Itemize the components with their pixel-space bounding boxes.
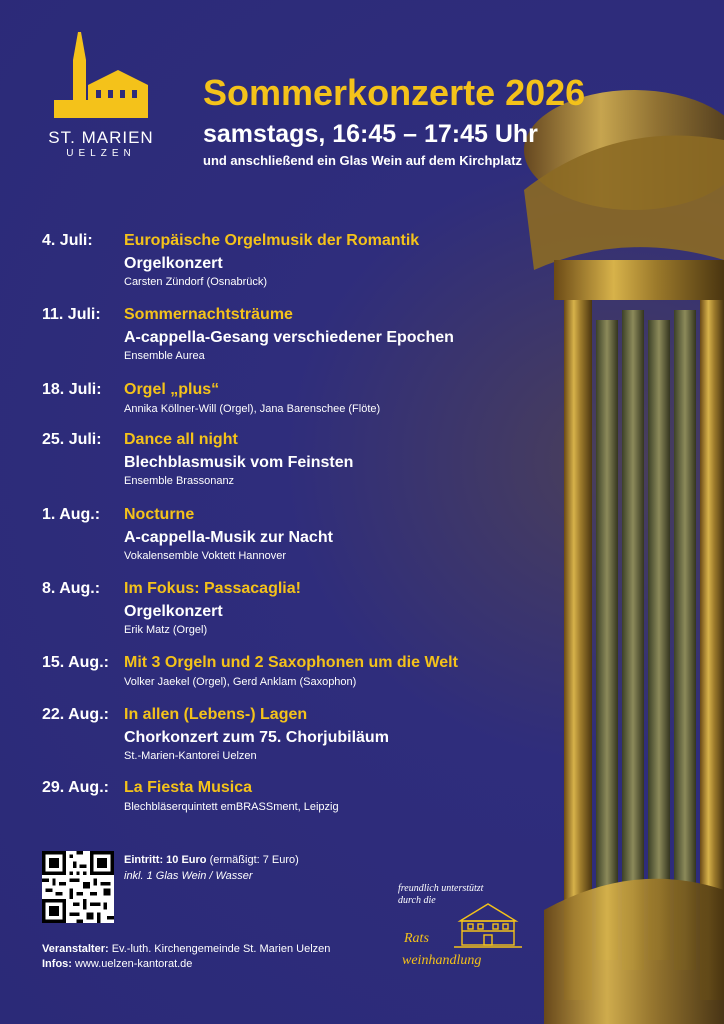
event-title: Sommernachtsträume: [124, 306, 293, 323]
event-date: 11. Juli:: [42, 306, 101, 323]
event-date: 22. Aug.:: [42, 706, 109, 723]
qr-code: [42, 851, 114, 923]
event-subtitle: Orgelkonzert: [124, 603, 223, 620]
page-title: Sommerkonzerte 2026: [203, 72, 586, 113]
event-performers: Vokalensemble Voktett Hannover: [124, 550, 287, 562]
event-subtitle: Orgelkonzert: [124, 255, 223, 272]
wine-note: und anschließend ein Glas Wein auf dem Kirchplatz: [203, 153, 523, 168]
event-performers: Volker Jaekel (Orgel), Gerd Anklam (Saxophon): [124, 676, 357, 688]
st-marien-logo: [38, 30, 164, 160]
event-title: Dance all night: [124, 431, 238, 448]
footer-info: [42, 942, 330, 972]
organizer-label: Veranstalter:: [42, 943, 109, 955]
sponsor-logo-line-2: weinhandlung: [402, 953, 482, 968]
logo-city: UELZEN: [66, 148, 136, 159]
event-performers: Ensemble Brassonanz: [124, 475, 235, 487]
event-performers: Blechbläserquintett emBRASSment, Leipzig: [124, 801, 339, 813]
event-title: La Fiesta Musica: [124, 779, 253, 796]
event-subtitle: A-cappella-Gesang verschiedener Epochen: [124, 329, 454, 346]
event-title: Im Fokus: Passacaglia!: [124, 580, 301, 597]
event-date: 25. Juli:: [42, 431, 102, 448]
event-subtitle: Chorkonzert zum 75. Chorjubiläum: [124, 729, 389, 746]
info-label: Infos:: [42, 958, 72, 970]
event-title: In allen (Lebens-) Lagen: [124, 706, 308, 723]
logo-name: ST. MARIEN: [48, 128, 154, 147]
event-title: Nocturne: [124, 506, 195, 523]
event-date: 29. Aug.:: [42, 779, 109, 796]
event-performers: Ensemble Aurea: [124, 350, 205, 362]
sponsor-logo-line-1: Rats: [404, 931, 429, 946]
ratsweinhandlung-building-icon: [454, 901, 522, 949]
info-url[interactable]: www.uelzen-kantorat.de: [75, 958, 193, 970]
ticket-info: [124, 852, 299, 884]
organizer-name: Ev.-luth. Kirchengemeinde St. Marien Uelzen: [111, 943, 331, 955]
event-performers: Erik Matz (Orgel): [124, 624, 208, 636]
event-performers: Annika Köllner-Will (Orgel), Jana Barenschee (Flöte): [124, 403, 381, 415]
event-subtitle: A-cappella-Musik zur Nacht: [124, 529, 333, 546]
ticket-reduced-price: (ermäßigt: 7 Euro): [209, 854, 299, 866]
event-date: 18. Juli:: [42, 381, 102, 398]
event-performers: St.-Marien-Kantorei Uelzen: [124, 750, 257, 762]
sponsor-line-2: durch die: [398, 895, 436, 906]
event-performers: Carsten Zündorf (Osnabrück): [124, 276, 268, 288]
event-title: Orgel „plus“: [124, 381, 220, 398]
church-icon: [48, 30, 154, 126]
ticket-price: Eintritt: 10 Euro: [124, 854, 207, 866]
ticket-includes: inkl. 1 Glas Wein / Wasser: [124, 870, 253, 882]
event-title: Mit 3 Orgeln und 2 Saxophonen um die Welt: [124, 654, 458, 671]
sponsor-block: [398, 883, 538, 968]
event-title: Europäische Orgelmusik der Romantik: [124, 232, 420, 249]
event-subtitle: Blechblasmusik vom Feinsten: [124, 454, 354, 471]
sponsor-line-1: freundlich unterstützt: [398, 883, 484, 894]
event-date: 1. Aug.:: [42, 506, 101, 523]
event-date: 4. Juli:: [42, 232, 93, 249]
schedule-time: samstags, 16:45 – 17:45 Uhr: [203, 120, 538, 148]
event-date: 15. Aug.:: [42, 654, 109, 671]
event-date: 8. Aug.:: [42, 580, 101, 597]
